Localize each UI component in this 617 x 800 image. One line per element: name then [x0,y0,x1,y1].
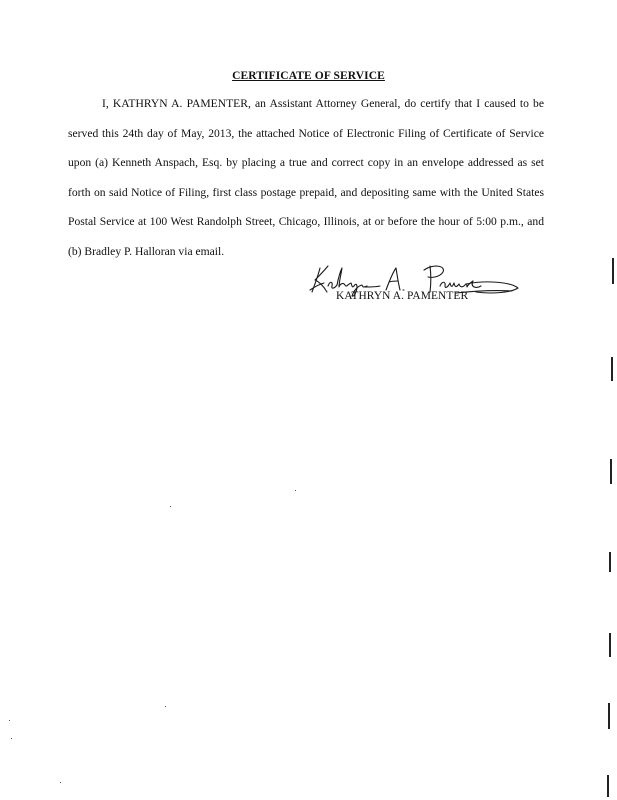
scan-speck [9,720,10,721]
margin-mark [612,258,614,284]
margin-mark [609,633,611,657]
scan-speck [60,782,61,783]
margin-mark [611,357,613,381]
margin-mark [607,775,609,797]
margin-mark [610,459,612,484]
scan-speck [11,738,12,739]
signature-block [306,260,524,310]
scan-speck [165,706,166,707]
certification-paragraph: I, KATHRYN A. PAMENTER, an Assistant Attorney General, do certify that I caused to be served this 24th day of May, 2013, the attached Notice of Electronic Filing of Certificate of Service upon (a) Kenneth Anspach, Esq. by placing a true and correct copy in an envelope addressed as set forth on said Notice of Filing, first class postage prepaid, and depositing same with the United States Postal Service at 100 West Randolph Street, Chicago, Illinois, at or before the hour of 5:00 p.m., and (b) Bradley P. Halloran via email. [68,97,544,258]
margin-mark [608,703,610,729]
document-title: CERTIFICATE OF SERVICE [232,70,385,82]
scan-speck [170,506,171,507]
signatory-name: KATHRYN A. PAMENTER [336,290,469,302]
margin-mark [609,552,611,572]
scan-speck [295,490,296,491]
